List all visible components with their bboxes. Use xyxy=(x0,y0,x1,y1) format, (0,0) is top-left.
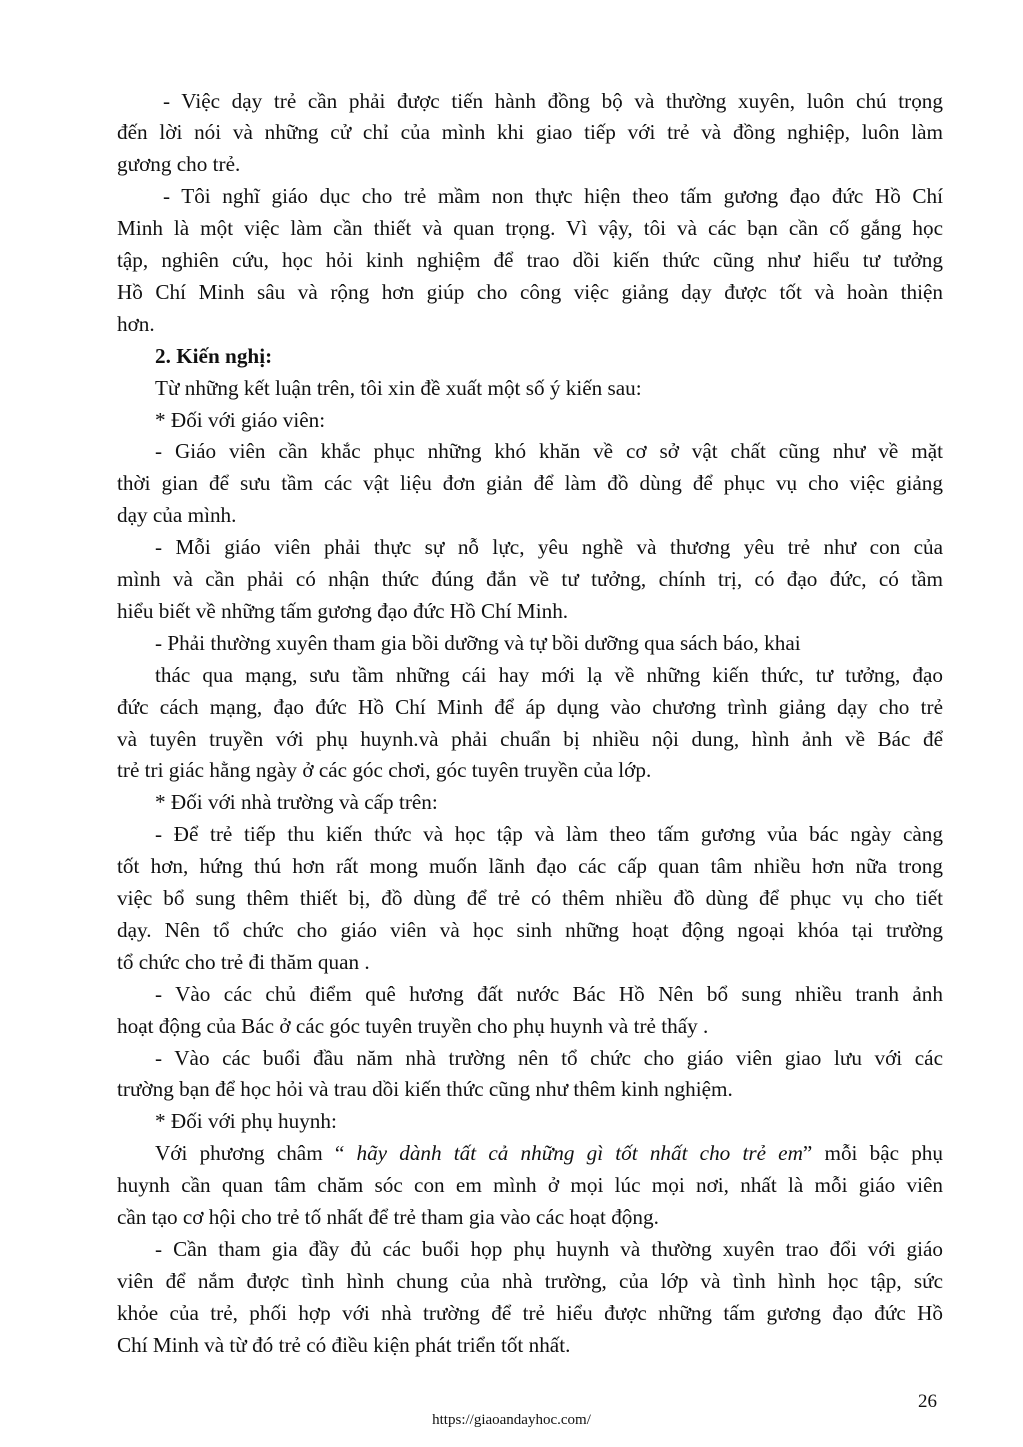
section-heading xyxy=(117,341,943,373)
text-line: hiểu biết về những tấm gương đạo đức Hồ Chí Minh. xyxy=(117,598,569,623)
text-line xyxy=(117,1138,943,1170)
text-line: - Việc dạy trẻ cần phải được tiến hành đồng bộ và thường xuyên, luôn chú trọng xyxy=(163,88,943,113)
paragraph xyxy=(117,181,943,341)
text-line: hơn. xyxy=(117,311,155,336)
paragraph xyxy=(117,787,943,819)
quote-lead: Với phương châm “ xyxy=(155,1141,357,1166)
paragraph xyxy=(117,1043,943,1107)
text-line: - Cần tham gia đầy đủ các buổi họp phụ huynh và thường xuyên trao đổi với giáo xyxy=(155,1236,943,1261)
text-line: - Phải thường xuyên tham gia bồi dưỡng và tự bồi dưỡng qua sách báo, khai xyxy=(155,630,801,655)
text-line: Chí Minh và từ đó trẻ có điều kiện phát triển tốt nhất. xyxy=(117,1332,571,1357)
paragraph xyxy=(117,405,943,437)
paragraph xyxy=(117,819,943,979)
text-line: Hồ Chí Minh sâu và rộng hơn giúp cho công việc giảng dạy được tốt và hoàn thiện xyxy=(117,279,943,304)
text-line: tốt hơn, hứng thú hơn rất mong muốn lãnh đạo các cấp quan tâm nhiều hơn nữa trong xyxy=(117,854,943,879)
text-line: thời gian để sưu tầm các vật liệu đơn giản để làm đồ dùng để phục vụ cho việc giảng xyxy=(117,471,943,496)
text-line: huynh cần quan tâm chăm sóc con em mình ở mọi lúc mọi nơi, nhất là mỗi giáo viên xyxy=(117,1173,943,1198)
text-line: - Vào các buổi đầu năm nhà trường nên tổ chức cho giáo viên giao lưu với các xyxy=(155,1045,943,1070)
paragraph xyxy=(117,532,943,628)
text-line: thác qua mạng, sưu tầm những cái hay mới lạ về những kiến thức, tư tưởng, đạo xyxy=(155,662,943,687)
paragraph xyxy=(117,436,943,532)
paragraph xyxy=(117,373,943,405)
text-line: và tuyên truyền với phụ huynh.và phải chuẩn bị nhiều nội dung, hình ảnh về Bác để xyxy=(117,726,943,751)
text-line: Từ những kết luận trên, tôi xin đề xuất một số ý kiến sau: xyxy=(155,375,642,400)
paragraph xyxy=(117,1138,943,1234)
text-line: * Đối với giáo viên: xyxy=(155,407,326,432)
text-line: - Tôi nghĩ giáo dục cho trẻ mầm non thực hiện theo tấm gương đạo đức Hồ Chí xyxy=(163,184,943,209)
text-line: - Vào các chủ điểm quê hương đất nước Bác Hồ Nên bổ sung nhiều tranh ảnh xyxy=(155,981,943,1006)
footer-url[interactable]: https://giaoandayhoc.com/ xyxy=(432,1412,591,1428)
paragraph xyxy=(117,1106,943,1138)
text-line: trường bạn để học hỏi và trau dồi kiến thức cũng như thêm kinh nghiệm. xyxy=(117,1077,733,1102)
text-line: tập, nghiên cứu, học hỏi kinh nghiệm để trao dồi kiến thức cũng như hiểu tư tưởng xyxy=(117,248,943,272)
page-number: 26 xyxy=(918,1391,937,1412)
text-line: viên để nắm được tình hình chung của nhà trường, của lớp và tình hình học tập, sức xyxy=(117,1268,943,1293)
paragraph xyxy=(117,1234,943,1362)
paragraph xyxy=(117,979,943,1043)
text-line: - Để trẻ tiếp thu kiến thức và học tập và làm theo tấm gương vủa bác ngày càng xyxy=(155,822,943,847)
text-line: Minh là một việc làm cần thiết và quan trọng. Vì vậy, tôi và các bạn cần cố gắng học xyxy=(117,216,943,241)
text-line: cần tạo cơ hội cho trẻ tố nhất để trẻ tham gia vào các hoạt động. xyxy=(117,1205,659,1229)
text-line: gương cho trẻ. xyxy=(117,152,241,177)
text-line: khỏe của trẻ, phối hợp với nhà trường để trẻ hiểu được những tấm gương đạo đức Hồ xyxy=(117,1300,943,1325)
text-line: mình và cần phải có nhận thức đúng đắn về tư tưởng, chính trị, có đạo đức, có tầm xyxy=(117,567,943,591)
text-line: - Mỗi giáo viên phải thực sự nỗ lực, yêu nghề và thương yêu trẻ như con của xyxy=(155,535,943,560)
text-line: * Đối với nhà trường và cấp trên: xyxy=(155,790,438,815)
text-line: dạy. Nên tổ chức cho giáo viên và học sinh những hoạt động ngoại khóa tại trường xyxy=(117,917,943,942)
text-line: trẻ tri giác hằng ngày ở các góc chơi, góc tuyên truyền của lớp. xyxy=(117,758,652,783)
text-line: hoạt động của Bác ở các góc tuyên truyền cho phụ huynh và trẻ thấy . xyxy=(117,1013,709,1038)
text-line: đức cách mạng, đạo đức Hồ Chí Minh để áp dụng vào chương trình giảng dạy cho trẻ xyxy=(117,694,943,719)
text-line: đến lời nói và những cử chỉ của mình khi giao tiếp với trẻ và đồng nghiệp, luôn làm xyxy=(117,120,943,145)
text-line: tổ chức cho trẻ đi thăm quan . xyxy=(117,949,370,974)
paragraph xyxy=(117,660,943,788)
text-line: * Đối với phụ huynh: xyxy=(155,1109,337,1134)
text-line: việc bổ sung thêm thiết bị, đồ dùng để trẻ có thêm nhiều đồ dùng để phục vụ cho tiết xyxy=(117,886,943,910)
quote-tail: ” mỗi bậc phụ xyxy=(802,1141,943,1166)
quote-italic: hãy dành tất cả những gì tốt nhất cho trẻ em xyxy=(356,1141,803,1166)
paragraph xyxy=(117,628,943,660)
text-line: dạy của mình. xyxy=(117,503,237,528)
text-line: - Giáo viên cần khắc phục những khó khăn về cơ sở vật chất cũng như về mặt xyxy=(155,439,943,464)
text-line: 2. Kiến nghị: xyxy=(155,343,273,368)
paragraph xyxy=(117,86,943,182)
